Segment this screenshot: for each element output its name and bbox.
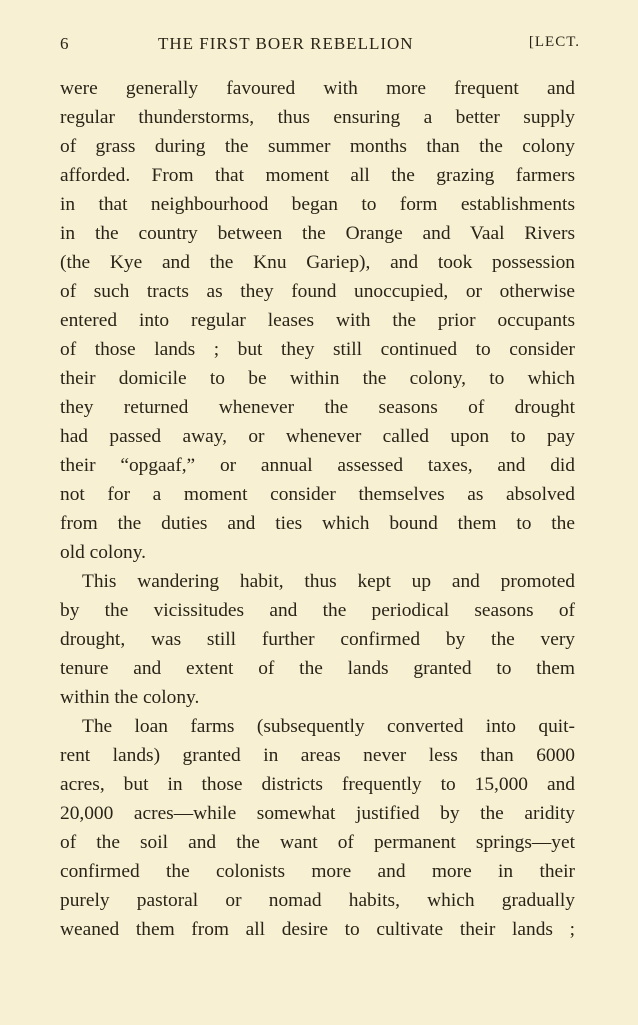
text-line: weaned them from all desire to cultivate their lands ; <box>60 919 575 940</box>
text-line: by the vicissitudes and the periodical seasons of <box>60 600 575 621</box>
text-line: of grass during the summer months than the colony <box>60 136 575 157</box>
text-line: acres, but in those districts frequently to 15,000 and <box>60 774 575 795</box>
text-line: The loan farms (subsequently converted into quit- <box>82 716 575 737</box>
text-line: old colony. <box>60 542 146 563</box>
text-line: in that neighbourhood began to form establishments <box>60 194 575 215</box>
text-line: afforded. From that moment all the grazing farmers <box>60 165 575 186</box>
text-line: purely pastoral or nomad habits, which gradually <box>60 890 575 911</box>
text-line: of those lands ; but they still continued to consider <box>60 339 575 360</box>
text-line: from the duties and ties which bound them to the <box>60 513 575 534</box>
text-line: in the country between the Orange and Vaal Rivers <box>60 223 575 244</box>
text-line: rent lands) granted in areas never less than 6000 <box>60 745 575 766</box>
text-line: of such tracts as they found unoccupied, or otherwise <box>60 281 575 302</box>
text-line: had passed away, or whenever called upon to pay <box>60 426 575 447</box>
text-line: 20,000 acres—while somewhat justified by the aridity <box>60 803 575 824</box>
page-number: 6 <box>60 34 70 53</box>
text-line: their domicile to be within the colony, to which <box>60 368 575 389</box>
text-line: This wandering habit, thus kept up and promoted <box>82 571 575 592</box>
text-line: confirmed the colonists more and more in their <box>60 861 575 882</box>
text-line: were generally favoured with more frequent and <box>60 78 575 99</box>
text-line: regular thunderstorms, thus ensuring a better supply <box>60 107 575 128</box>
body-text <box>60 74 575 944</box>
text-line: tenure and extent of the lands granted to them <box>60 658 575 679</box>
text-line: drought, was still further confirmed by the very <box>60 629 575 650</box>
text-line: of the soil and the want of permanent springs—yet <box>60 832 575 853</box>
section-marker: [LECT. <box>528 34 580 50</box>
text-line: (the Kye and the Knu Gariep), and took possession <box>60 252 575 273</box>
text-line: within the colony. <box>60 687 200 708</box>
text-line: entered into regular leases with the prior occupants <box>60 310 575 331</box>
running-title: THE FIRST BOER REBELLION <box>158 34 414 53</box>
text-line: not for a moment consider themselves as absolved <box>60 484 575 505</box>
text-line: they returned whenever the seasons of drought <box>60 397 575 418</box>
text-line: their “opgaaf,” or annual assessed taxes, and did <box>60 455 575 476</box>
